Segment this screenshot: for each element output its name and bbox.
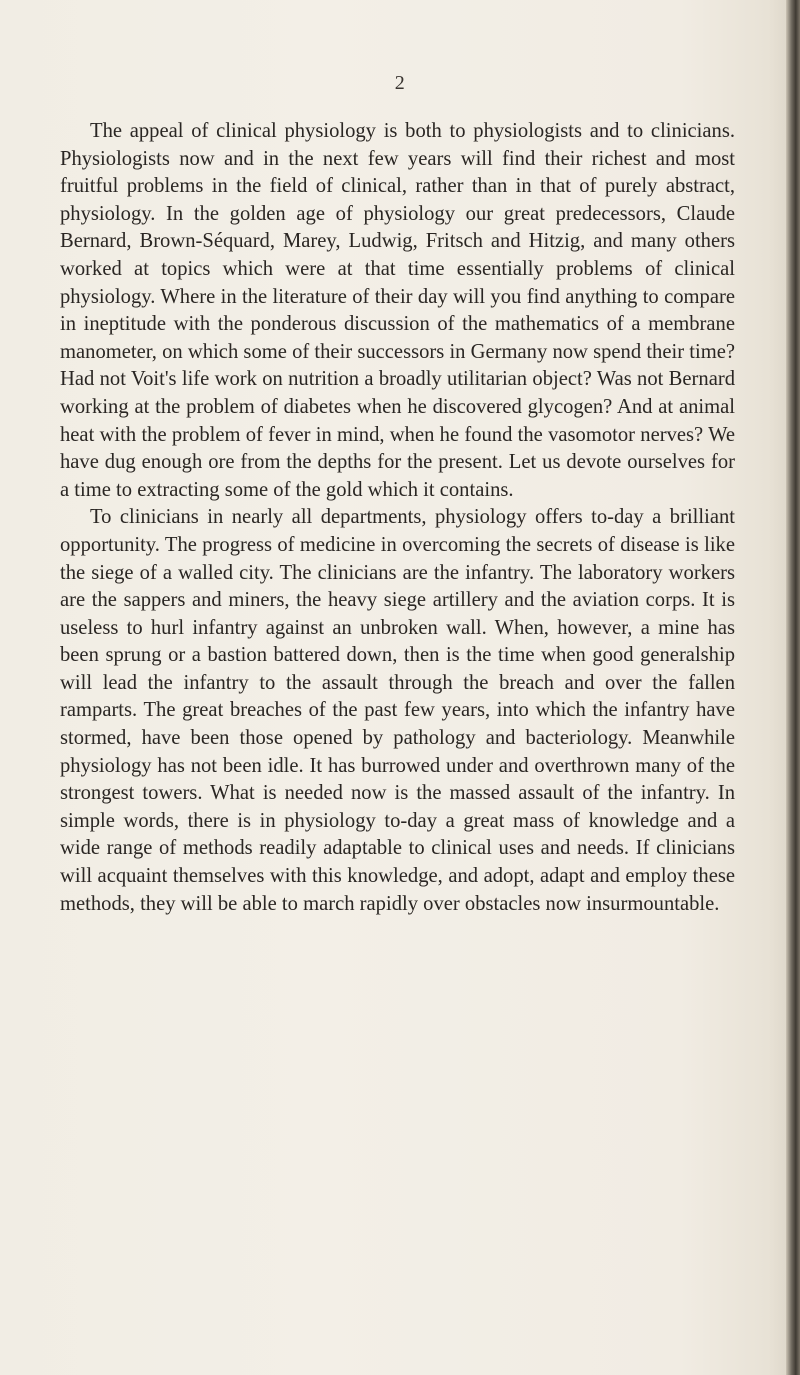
paragraph-2: To clinicians in nearly all departments, physiology offers to-day a brilliant opportunity. The progress of medicine in overcoming the secrets of disease is like the siege of a walled city. The clinicians are the infantry. The laboratory workers are the sappers and miners, the heavy siege artillery and the aviation corps. It is useless to hurl infantry against an unbroken wall. When, however, a mine has been sprung or a bastion battered down, then is the time when good generalship will lead the infantry to the assault through the breach and over the fallen ramparts. The great breaches of the past few years, into which the infantry have stormed, have been those opened by pathology and bacteriology. Meanwhile physiology has not been idle. It has burrowed under and overthrown many of the strongest towers. What is needed now is the massed assault of the infantry. In simple words, there is in physiology to-day a great mass of knowledge and a wide range of methods readily adaptable to clinical uses and needs. If clinicians will acquaint themselves with this knowledge, and adopt, adapt and employ these methods, they will be able to march rapidly over obstacles now insurmountable. — [60, 506, 735, 915]
page-number: 2 — [394, 72, 406, 94]
page-binding-edge — [786, 0, 800, 1375]
body-text — [60, 118, 735, 918]
paragraph-1: The appeal of clinical physiology is both to physiologists and to clinicians. Physiologists now and in the next few years will find their richest and most fruitful problems in the field of clinical, rather than in that of purely abstract, physiology. In the golden age of physiology our great predecessors, Claude Bernard, Brown-Séquard, Marey, Ludwig, Fritsch and Hitzig, and many others worked at topics which were at that time essentially problems of clinical physiology. Where in the literature of their day will you find anything to compare in ineptitude with the ponderous discussion of the mathematics of a membrane manometer, on which some of their successors in Germany now spend their time? Had not Voit's life work on nutrition a broadly utilitarian object? Was not Bernard working at the problem of diabetes when he discovered glycogen? And at animal heat with the problem of fever in mind, when he found the vasomotor nerves? We have dug enough ore from the depths for the present. Let us devote ourselves for a time to extracting some of the gold which it contains. — [60, 120, 735, 501]
